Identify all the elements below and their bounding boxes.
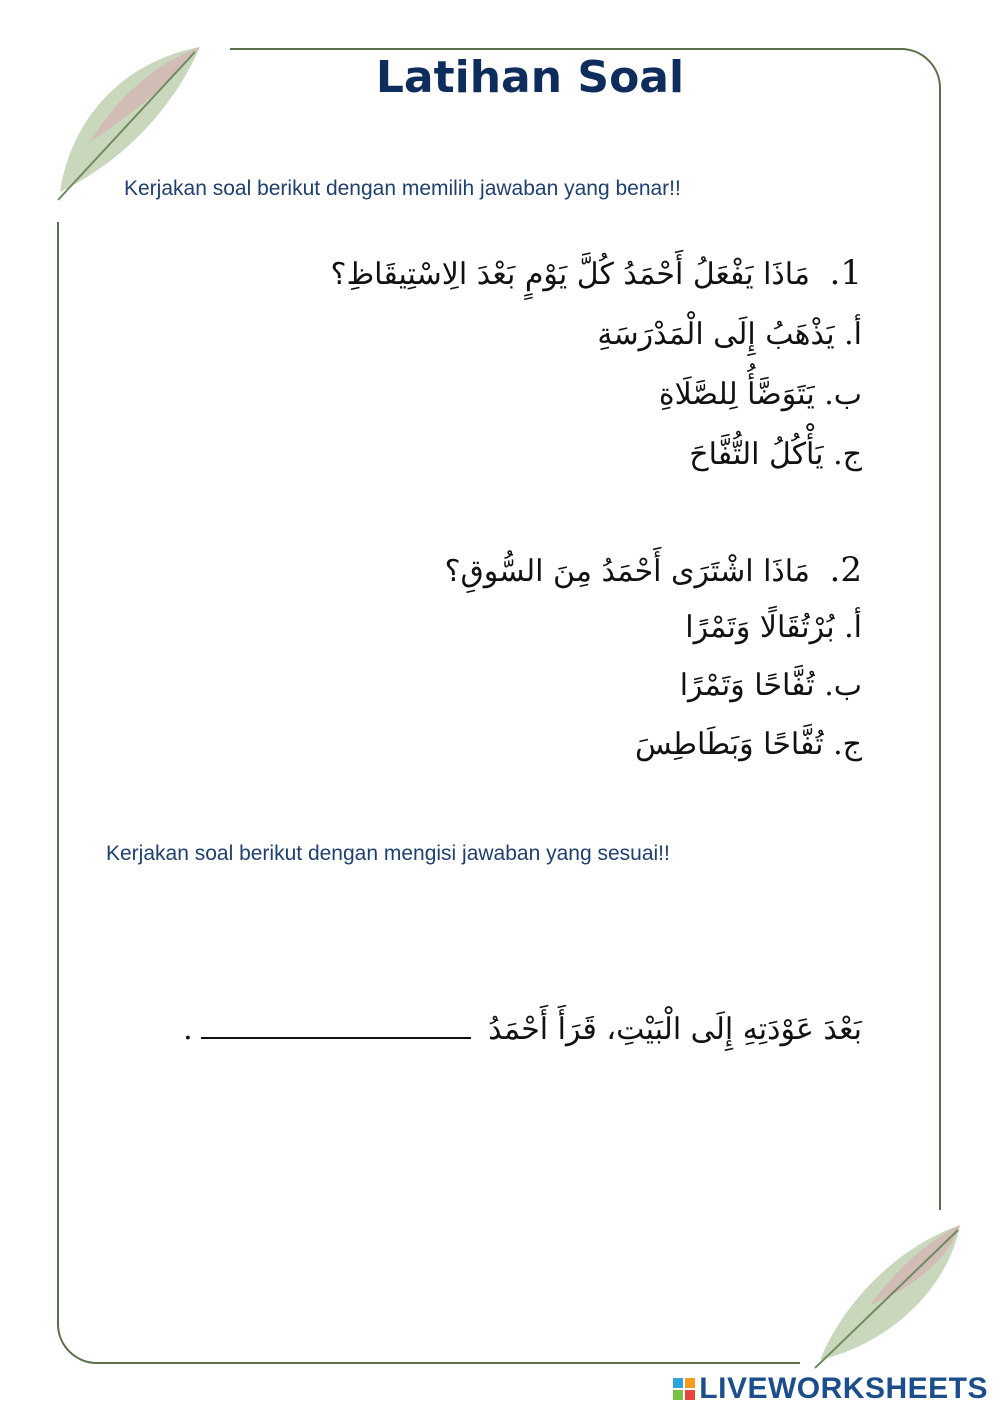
instruction-multiple-choice: Kerjakan soal berikut dengan memilih jawaban yang benar!! [124, 177, 681, 200]
question-1-option-b[interactable] [659, 377, 862, 412]
question-text: مَاذَا يَفْعَلُ أَحْمَدُ كُلَّ يَوْمٍ بَعْدَ الِاسْتِيقَاظِ؟ [330, 257, 810, 292]
option-letter: ج. [833, 727, 862, 762]
option-letter: ب. [824, 377, 862, 412]
option-letter: أ. [844, 317, 862, 352]
page-frame [57, 48, 941, 1364]
option-letter: ب. [824, 668, 862, 703]
question-2-option-a[interactable] [685, 610, 862, 645]
brand-name: LIVEWORKSHEETS [699, 1372, 988, 1405]
option-text: تُفَّاحًا وَبَطَاطِسَ [634, 727, 824, 762]
feather-decoration-bottom [800, 1210, 990, 1390]
question-2-option-b[interactable] [680, 668, 862, 703]
sentence-end-punctuation: . [183, 1012, 193, 1047]
page-title: Latihan Soal [375, 52, 685, 103]
answer-blank[interactable] [201, 1015, 471, 1039]
option-text: يَأْكُلُ التُّفَّاحَ [689, 437, 824, 472]
fill-in-text: بَعْدَ عَوْدَتِهِ إِلَى الْبَيْتِ، قَرَأَ أَحْمَدُ [488, 1012, 862, 1047]
question-2 [445, 550, 862, 590]
question-number: 1. [829, 253, 862, 293]
question-1-option-a[interactable] [597, 317, 862, 352]
option-letter: ج. [833, 437, 862, 472]
option-text: تُفَّاحًا وَتَمْرًا [679, 668, 815, 703]
fill-in-sentence [183, 1012, 862, 1047]
question-1-option-c[interactable] [689, 437, 862, 472]
question-2-option-c[interactable] [635, 727, 862, 762]
option-text: يَذْهَبُ إِلَى الْمَدْرَسَةِ [597, 317, 835, 352]
option-text: يَتَوَضَّأُ لِلصَّلَاةِ [658, 377, 815, 412]
question-text: مَاذَا اشْتَرَى أَحْمَدُ مِنَ السُّوقِ؟ [444, 554, 810, 589]
liveworksheets-icon [673, 1378, 695, 1400]
question-1 [331, 253, 862, 293]
question-number: 2. [829, 550, 862, 590]
liveworksheets-logo [673, 1372, 988, 1406]
option-text: بُرْتُقَالًا وَتَمْرًا [685, 610, 835, 645]
option-letter: أ. [844, 610, 862, 645]
instruction-fill-in: Kerjakan soal berikut dengan mengisi jawaban yang sesuai!! [106, 842, 670, 865]
